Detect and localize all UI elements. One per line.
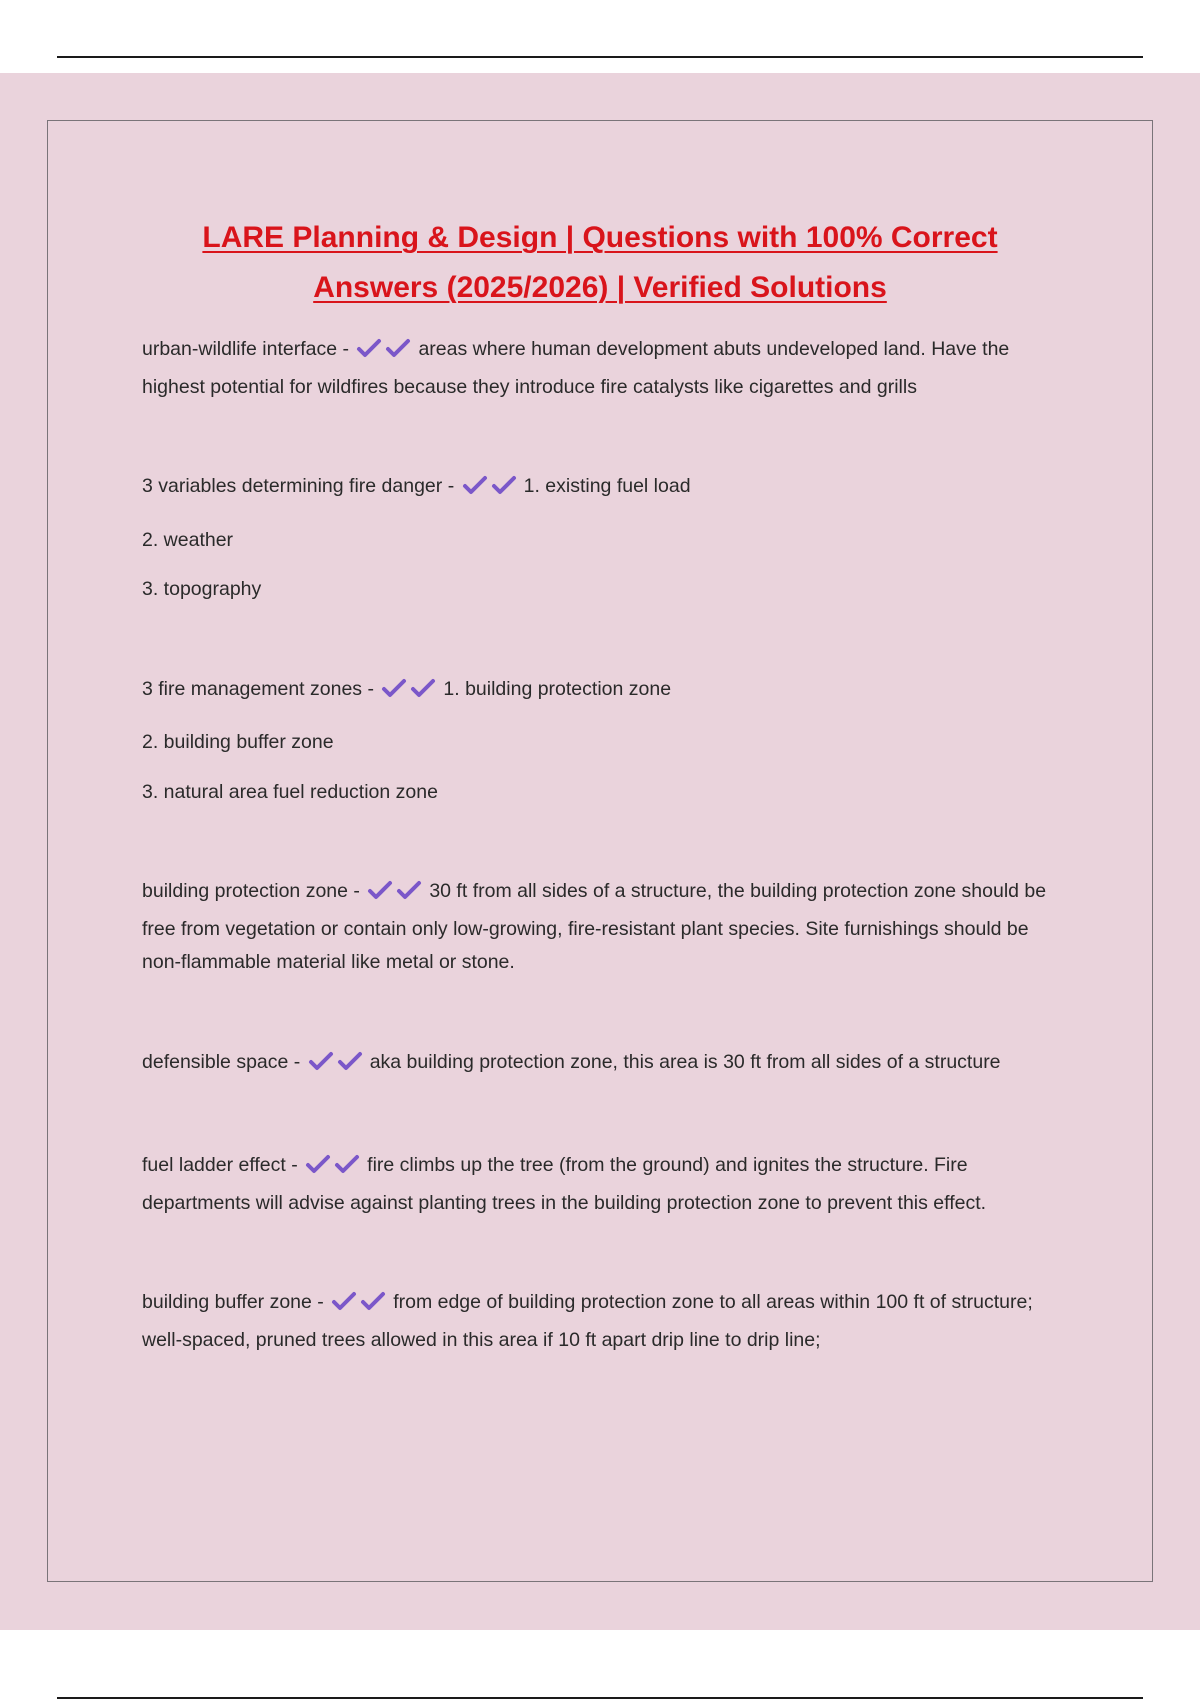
qa-answer: areas where human development abuts undeveloped land. Have the highest potential for wildfires because they introduce fire catalysts like cigarettes and grills bbox=[142, 338, 1010, 398]
double-check-icon bbox=[305, 1153, 363, 1187]
qa-entry-fire-management-zones bbox=[142, 673, 1072, 810]
qa-answer: 1. building protection zone bbox=[443, 677, 672, 700]
double-check-icon bbox=[367, 879, 425, 913]
qa-answer: from edge of building protection zone to all areas within 100 ft of structure; well-spaced, pruned trees allowed in this area if 10 ft apart drip line to drip line; bbox=[142, 1291, 1033, 1351]
qa-separator: - bbox=[293, 1050, 301, 1073]
check-icon bbox=[334, 1153, 360, 1175]
check-icon bbox=[356, 337, 382, 359]
check-icon bbox=[385, 337, 411, 359]
check-icon bbox=[337, 1050, 363, 1072]
qa-term: building buffer zone bbox=[142, 1291, 312, 1313]
qa-entry-text bbox=[142, 1046, 1072, 1084]
check-icon bbox=[462, 474, 488, 496]
title-line-2: Answers (2025/2026) | Verified Solutions bbox=[313, 271, 887, 304]
qa-term: building protection zone bbox=[142, 880, 348, 902]
qa-separator: - bbox=[353, 880, 360, 902]
qa-entry-building-buffer-zone bbox=[142, 1286, 1072, 1357]
check-icon bbox=[331, 1290, 357, 1312]
qa-entry-fire-danger-variables bbox=[142, 470, 1072, 607]
check-icon bbox=[381, 677, 407, 699]
qa-answer: 30 ft from all sides of a structure, the building protection zone should be free from vegetation or contain only low-growing, fire-resistant plant species. Site furnishings should be non-flammable material like metal or stone. bbox=[142, 880, 1047, 973]
qa-separator: - bbox=[447, 475, 455, 497]
document-title bbox=[120, 213, 1080, 313]
qa-term: urban-wildlife interface bbox=[142, 338, 338, 360]
double-check-icon bbox=[462, 474, 520, 508]
qa-entry-building-protection-zone bbox=[142, 875, 1072, 980]
qa-entry-text bbox=[142, 470, 1072, 508]
check-icon bbox=[367, 879, 393, 901]
qa-term: 3 fire management zones bbox=[142, 677, 363, 700]
qa-list-item: 2. building buffer zone bbox=[142, 731, 334, 753]
qa-answer: aka building protection zone, this area is 30 ft from all sides of a structure bbox=[369, 1050, 1001, 1073]
double-check-icon bbox=[331, 1290, 389, 1324]
qa-term: fuel ladder effect bbox=[142, 1154, 286, 1176]
check-icon bbox=[491, 474, 517, 496]
qa-entry-text bbox=[142, 875, 1072, 980]
qa-term: defensible space bbox=[142, 1050, 289, 1073]
double-check-icon bbox=[356, 337, 414, 371]
qa-entry-defensible-space bbox=[142, 1046, 1072, 1084]
qa-answer: 1. existing fuel load bbox=[523, 475, 691, 497]
header-rule bbox=[57, 56, 1143, 58]
qa-separator: - bbox=[317, 1291, 324, 1313]
double-check-icon bbox=[381, 677, 439, 711]
check-icon bbox=[305, 1153, 331, 1175]
qa-separator: - bbox=[367, 677, 374, 700]
qa-entry-urban-wildlife-interface bbox=[142, 333, 1072, 404]
qa-separator: - bbox=[342, 338, 350, 360]
check-icon bbox=[410, 677, 436, 699]
qa-list-item: 3. natural area fuel reduction zone bbox=[142, 780, 438, 803]
qa-entry-text bbox=[142, 1286, 1072, 1357]
qa-separator: - bbox=[291, 1154, 298, 1176]
check-icon bbox=[396, 879, 422, 901]
qa-list-item: 2. weather bbox=[142, 528, 234, 551]
qa-entry-text bbox=[142, 333, 1072, 404]
title-line-1: LARE Planning & Design | Questions with 100% Correct bbox=[202, 221, 998, 254]
check-icon bbox=[308, 1050, 334, 1072]
footer-rule bbox=[57, 1697, 1143, 1699]
qa-term: 3 variables determining fire danger bbox=[142, 475, 443, 497]
qa-entry-text bbox=[142, 1149, 1072, 1220]
double-check-icon bbox=[308, 1050, 366, 1084]
qa-list bbox=[142, 333, 1072, 1357]
qa-list-item: 3. topography bbox=[142, 578, 262, 600]
qa-entry-fuel-ladder-effect bbox=[142, 1149, 1072, 1220]
qa-entry-text bbox=[142, 673, 1072, 711]
qa-answer: fire climbs up the tree (from the ground) and ignites the structure. Fire departments will advise against planting trees in the building protection zone to prevent this effect. bbox=[142, 1154, 987, 1214]
check-icon bbox=[360, 1290, 386, 1312]
